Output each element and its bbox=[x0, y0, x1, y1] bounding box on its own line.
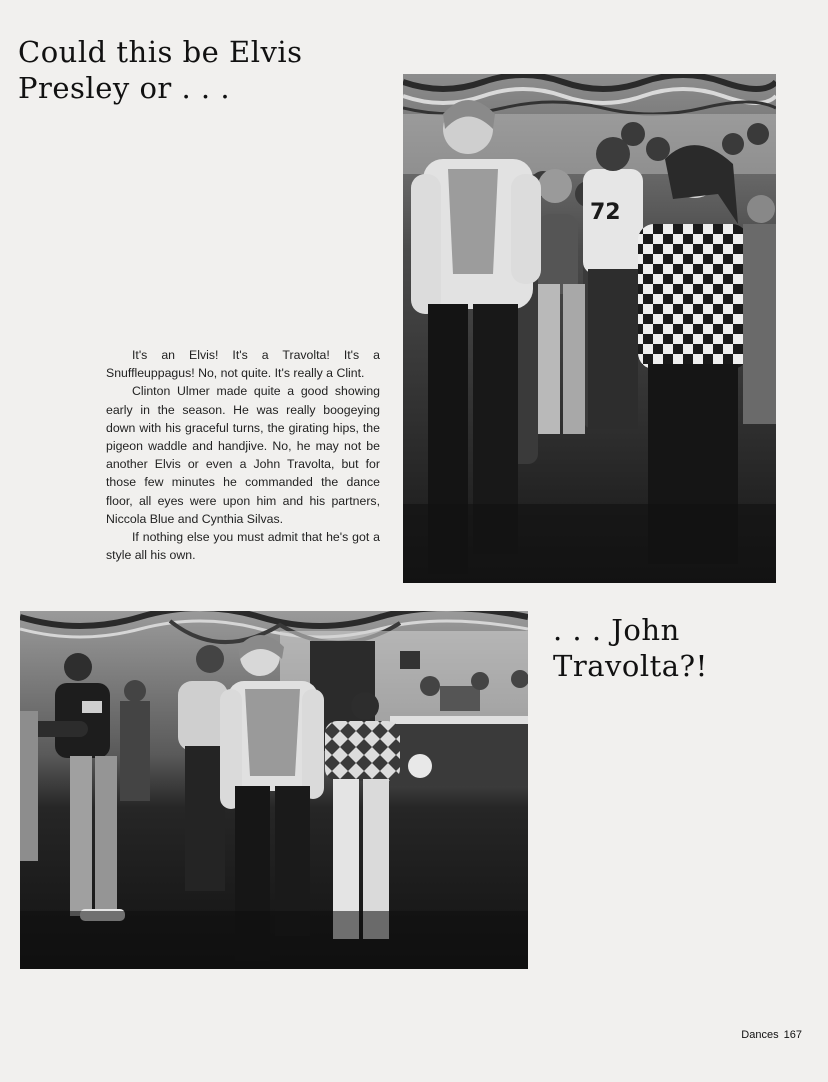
article-body bbox=[106, 346, 380, 564]
dance-photo-bottom bbox=[20, 611, 528, 969]
headline-top: Could this be Elvis Presley or . . . bbox=[18, 35, 303, 105]
dance-photo-top bbox=[403, 74, 776, 583]
article-paragraph-3: If nothing else you must admit that he's got a style all his own. bbox=[106, 530, 380, 563]
article-paragraph-1: It's an Elvis! It's a Travolta! It's a Snuffleuppagus! No, not quite. It's really a Clint. bbox=[106, 348, 380, 381]
headline-bottom: . . . John Travolta?! bbox=[553, 613, 708, 683]
dance-photo-top-illustration bbox=[403, 74, 776, 583]
page-folio bbox=[739, 1029, 802, 1041]
dance-photo-bottom-illustration bbox=[20, 611, 528, 969]
folio-page-number: 167 bbox=[783, 1029, 802, 1041]
article-paragraph-2: Clinton Ulmer made quite a good showing early in the season. He was really boogeying down with his graceful turns, the girating hips, the pigeon waddle and handjive. No, he may not be another Elvis or even a John Travolta, but for those few minutes he commanded the dance floor, all eyes were upon him and his partners, Niccola Blue and Cynthia Silvas. bbox=[106, 384, 380, 526]
folio-section: Dances bbox=[741, 1029, 779, 1041]
jersey-number: 72 bbox=[590, 200, 621, 225]
